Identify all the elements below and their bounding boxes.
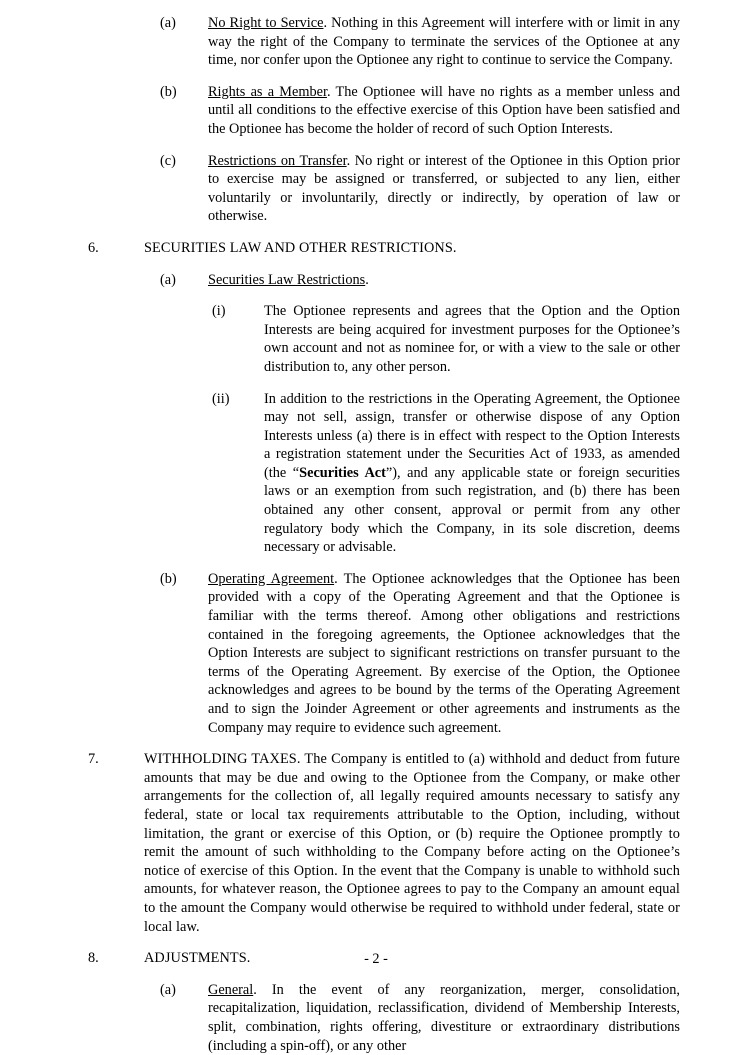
clause-lead: General <box>208 981 254 998</box>
clause-body: WITHHOLDING TAXES. The Company is entitled to (a) withhold and deduct from future amounts that may be due and owing to the Optionee from the Company, or make other arrangements for the collection of, all legally required amounts necessary to satisfy any federal, state or local tax requirements attributable to the Option, including, without limitation, the grant or exercise of this Option, or (b) require the Optionee promptly to remit the amount of such withholding to the Company before acting on the Optionee’s notice of exercise of this Option. In the event that the Company is unable to withhold such amounts, for whatever reason, the Optionee agrees to pay to the Company an amount equal to the amount the Company would otherwise be required to withhold under federal, state or local law. <box>144 751 680 935</box>
clause-body: . No right or interest of the Optionee in this Option prior to exercise may be assigned or transferred, or subjected to any lien, either voluntarily or involuntarily, directly or indirectly, by operation of law or otherwise. <box>208 152 680 225</box>
clause-body: . Nothing in this Agreement will interfere with or limit in any way the right of the Company to terminate the services of the Optionee at any time, nor confer upon the Optionee any right to continue to service the Company. <box>208 15 680 69</box>
clause-text <box>144 750 680 936</box>
clause-marker: 8. <box>88 950 99 967</box>
clause-marker: (b) <box>160 83 177 100</box>
clause-text <box>208 83 680 139</box>
clause-marker: (b) <box>160 570 177 587</box>
document-body <box>72 14 680 1055</box>
clause-block <box>160 570 680 737</box>
clause-lead: No Right to Service <box>208 15 324 31</box>
clause-body: SECURITIES LAW AND OTHER RESTRICTIONS. <box>144 239 457 256</box>
clause-body-continued: ”), and any applicable state or foreign securities laws or an exemption from such registration, and (b) there has been obtained any other consent, approval or permit from any other regulatory body which the Company, in its sole discretion, deems necessary or advisable. <box>264 464 680 556</box>
page-number: - 2 - <box>364 951 388 967</box>
clause-lead: Restrictions on Transfer <box>208 152 347 169</box>
clause-text <box>208 570 680 737</box>
clause-marker: (i) <box>212 303 226 320</box>
clause-marker: 6. <box>88 239 99 256</box>
clause-block <box>212 390 680 557</box>
clause-body: The Optionee represents and agrees that the Option and the Option Interests are being acquired for investment purposes for the Optionee’s own account and not as nominee for, or with a view to the sale or other distribution to, any other person. <box>264 303 680 375</box>
clause-marker: (ii) <box>212 390 230 407</box>
clause-block <box>72 750 680 936</box>
clause-text <box>144 239 680 258</box>
clause-body: In addition to the restrictions in the Operating Agreement, the Optionee may not sell, assign, transfer or otherwise dispose of any Option Interests unless (a) there is in effect with respect to the Option Interests a registration statement under the Securities Act of 1933, as amended (the “ <box>264 390 680 481</box>
clause-lead: Operating Agreement <box>208 570 335 587</box>
clause-body: . The Optionee will have no rights as a member unless and until all conditions to the effective exercise of this Option have been satisfied and the Optionee has become the holder of record of such Option Interests. <box>208 83 680 137</box>
clause-block <box>160 14 680 70</box>
clause-block <box>160 152 680 226</box>
clause-marker: (a) <box>160 15 176 31</box>
clause-marker: 7. <box>88 751 99 768</box>
clause-block <box>160 83 680 139</box>
clause-body: ADJUSTMENTS. <box>144 950 251 967</box>
clause-marker: (a) <box>160 271 176 288</box>
clause-text <box>264 390 680 557</box>
clause-text <box>208 152 680 226</box>
clause-marker: (a) <box>160 981 176 998</box>
clause-text <box>208 14 680 70</box>
clause-body: . The Optionee acknowledges that the Optionee has been provided with a copy of the Operating Agreement and that the Optionee is familiar with the terms thereof. Among other obligations and restrictions contained in the foregoing agreements, the Optionee acknowledges that the Option Interests are subject to significant restrictions on transfer pursuant to the terms of the Operating Agreement. By exercise of the Option, the Optionee acknowledges and agrees to be bound by the terms of the Operating Agreement and to sign the Joinder Agreement or other agreements and instruments as the Company may require to evidence such agreement. <box>208 570 680 736</box>
clause-text <box>264 302 680 376</box>
clause-block <box>160 271 680 290</box>
defined-term: Securities Act <box>299 464 386 481</box>
clause-body: . In the event of any reorganization, merger, consolidation, recapitalization, liquidation, reclassification, dividend of Membership Interests, split, combination, rights offering, divestiture or extraordinary distributions (including a spin-off), or any other <box>208 981 680 1054</box>
clause-text <box>208 271 680 290</box>
clause-block <box>160 981 680 1055</box>
clause-text <box>208 981 680 1055</box>
clause-lead: Rights as a Member <box>208 83 327 100</box>
clause-marker: (c) <box>160 152 176 169</box>
clause-block <box>212 302 680 376</box>
clause-block <box>72 239 680 258</box>
clause-body: . <box>365 271 369 288</box>
clause-lead: Securities Law Restrictions <box>208 271 366 288</box>
